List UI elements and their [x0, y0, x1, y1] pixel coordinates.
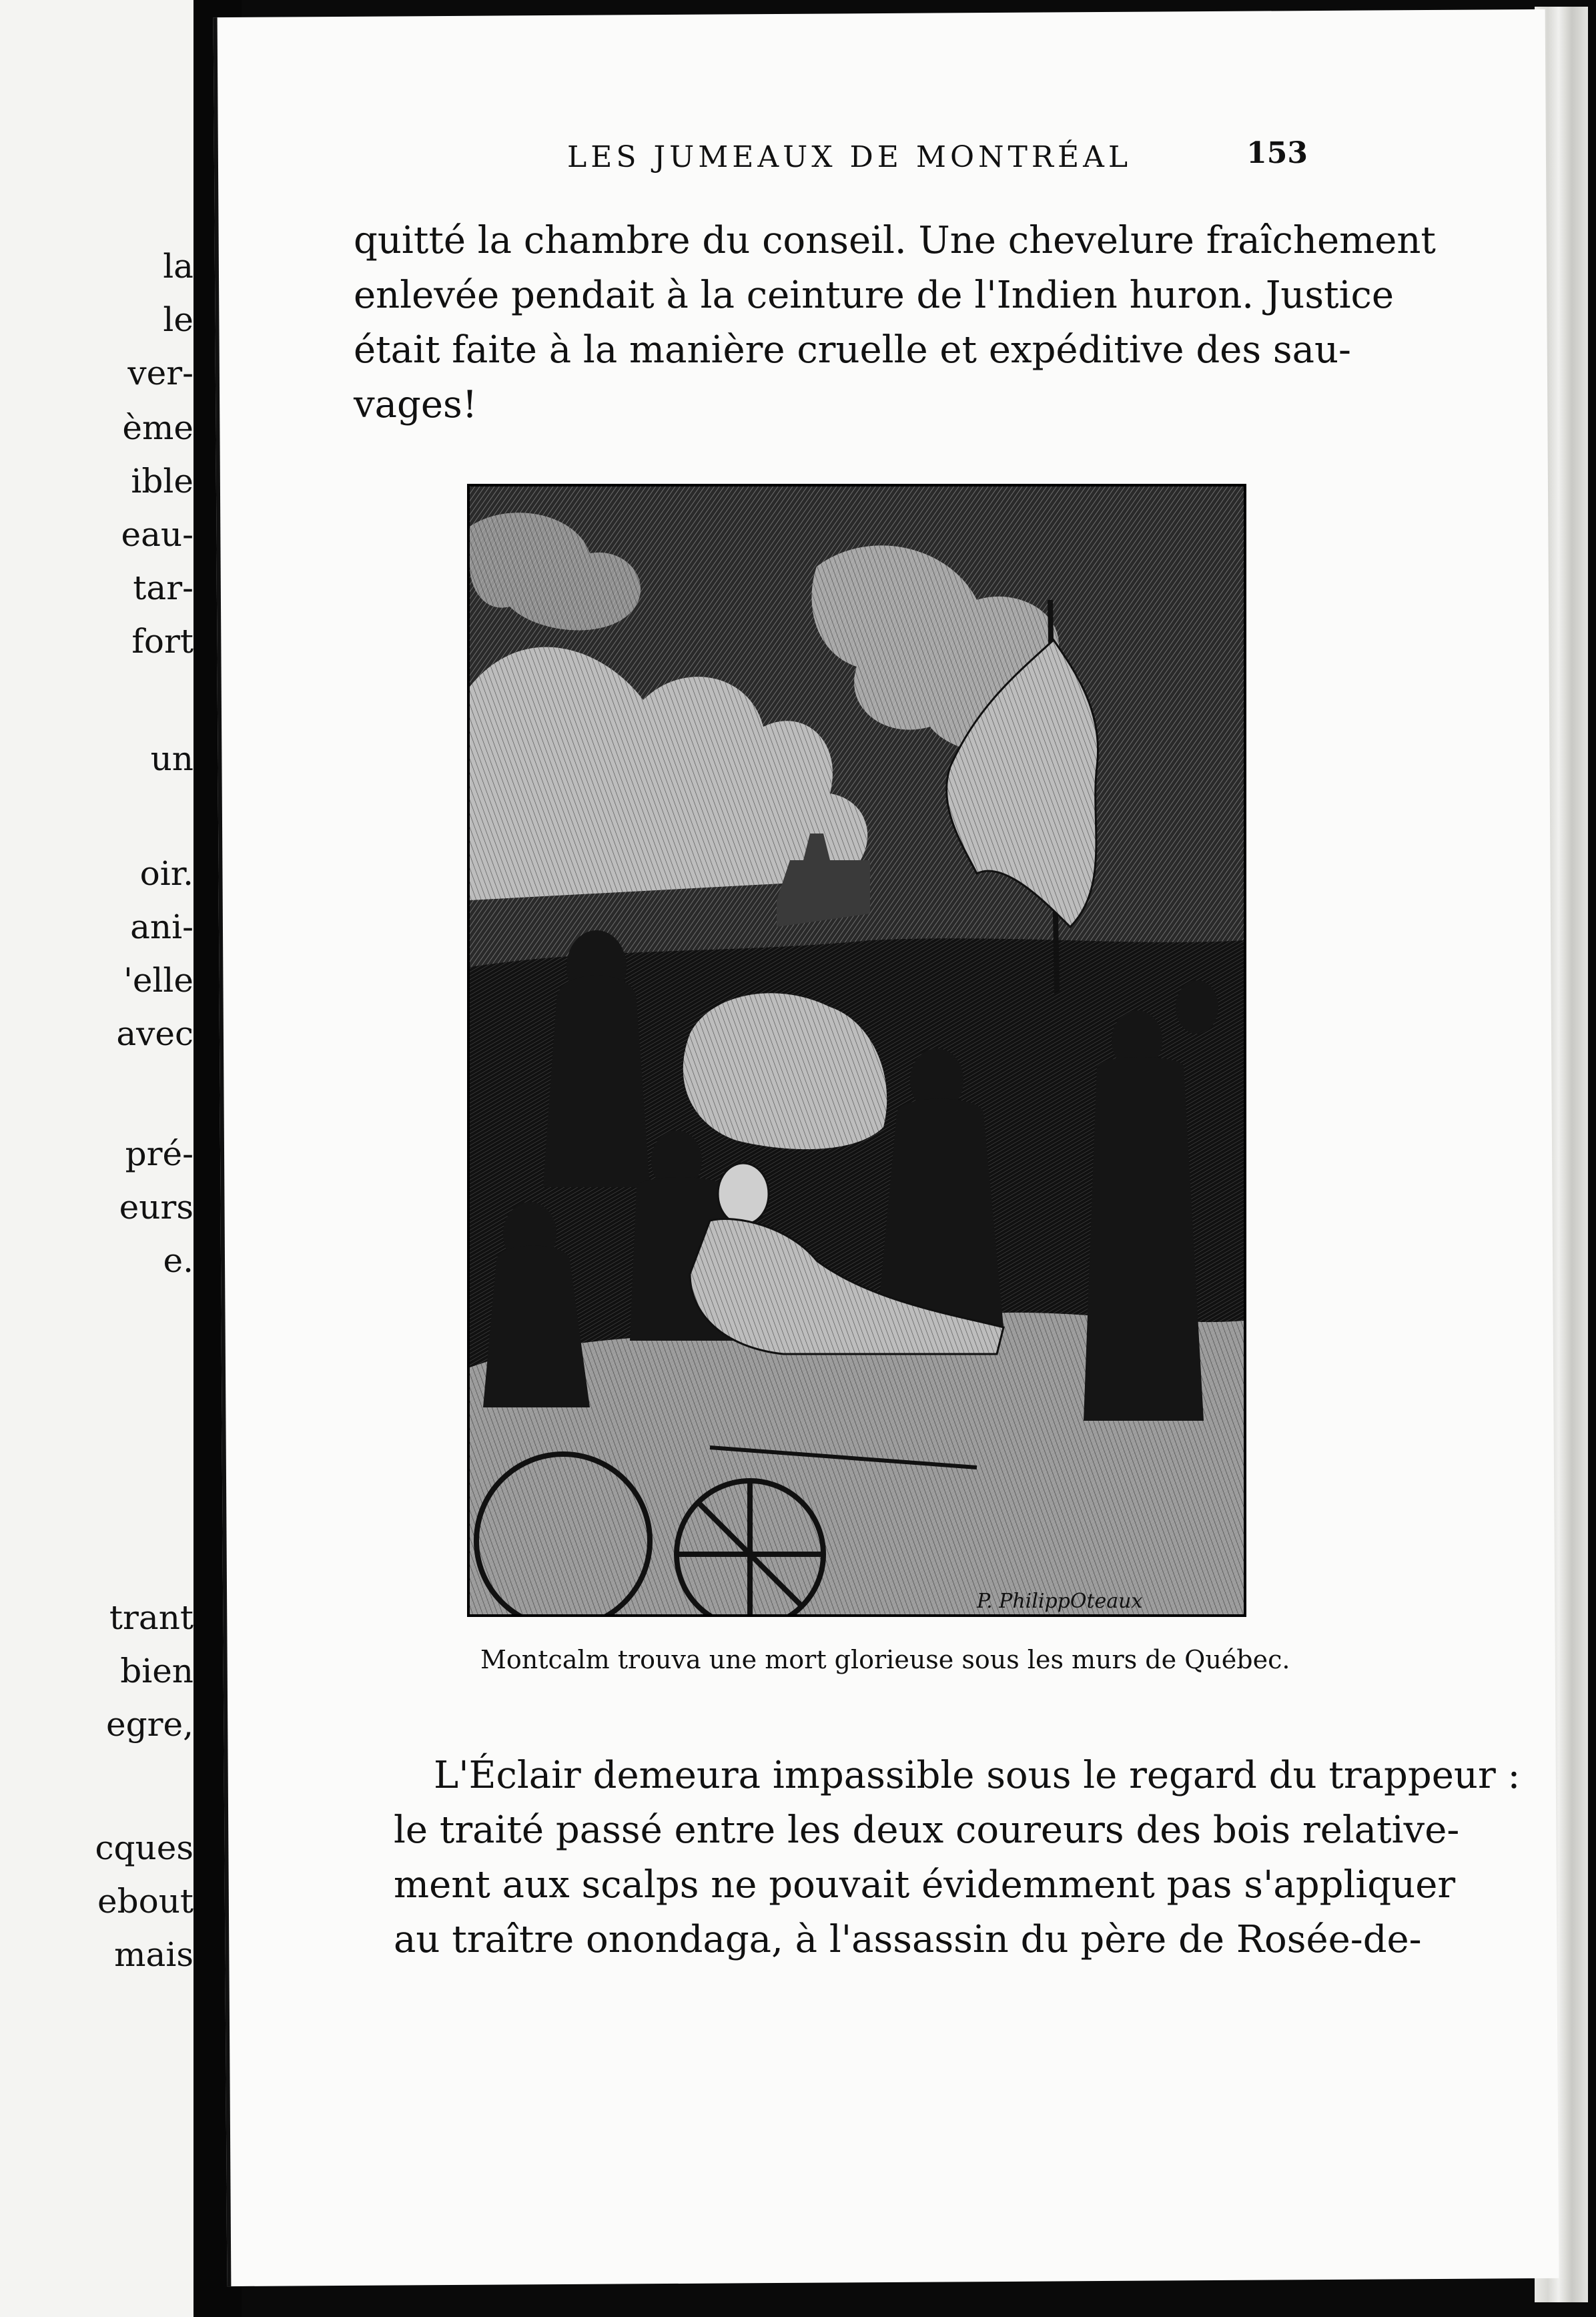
left-fragment: oir. [139, 854, 193, 893]
page-number: 153 [1246, 136, 1308, 170]
text-line: ment aux scalps ne pouvait évidemment pas s'appliquer [394, 1863, 1456, 1907]
left-fragment: avec [116, 1014, 193, 1053]
text-line: le traité passé entre les deux coureurs des bois relative- [394, 1808, 1460, 1852]
paragraph-bottom [394, 1748, 1521, 1967]
text-line: L'Éclair demeura impassible sous le regard du trappeur : [434, 1754, 1521, 1797]
artist-signature: P. PhilippOteaux [977, 1590, 1143, 1613]
left-fragment: eurs [119, 1188, 193, 1227]
left-fragment: bien [120, 1652, 193, 1690]
left-fragment: egre, [106, 1705, 193, 1744]
page-header [347, 136, 1308, 194]
left-fragment: la [163, 247, 193, 286]
left-facing-page [0, 0, 193, 2317]
text-line: vages! [354, 383, 478, 426]
text-line: était faite à la manière cruelle et expéditive des sau- [354, 328, 1351, 372]
left-fragment: cques [95, 1829, 193, 1867]
left-fragment: mais [114, 1935, 193, 1974]
left-fragment: ebout [97, 1882, 193, 1921]
left-fragment: e. [163, 1241, 193, 1280]
paragraph-top [354, 214, 1436, 432]
left-fragment: ible [131, 462, 193, 501]
left-fragment: un [150, 739, 193, 778]
left-fragment: ème [122, 408, 193, 447]
running-title: LES JUMEAUX DE MONTRÉAL [567, 140, 1132, 174]
left-fragment: eau- [121, 515, 193, 554]
engraving-illustration [467, 484, 1246, 1617]
left-fragment: le [163, 300, 193, 339]
left-fragment: pré- [125, 1134, 193, 1173]
text-line: quitté la chambre du conseil. Une chevelure fraîchement [354, 219, 1436, 262]
left-fragment: 'elle [123, 961, 193, 1000]
left-fragment: ver- [127, 354, 193, 392]
left-fragment: trant [109, 1598, 193, 1637]
figure-caption: Montcalm trouva une mort glorieuse sous les murs de Québec. [480, 1645, 1290, 1674]
text-line: enlevée pendait à la ceinture de l'Indien huron. Justice [354, 274, 1394, 317]
left-fragment: fort [131, 622, 193, 661]
left-fragment: ani- [130, 908, 193, 946]
left-fragment: tar- [133, 569, 193, 607]
text-line: au traître onondaga, à l'assassin du père de Rosée-de- [394, 1918, 1422, 1961]
engraving-artwork [470, 486, 1244, 1614]
